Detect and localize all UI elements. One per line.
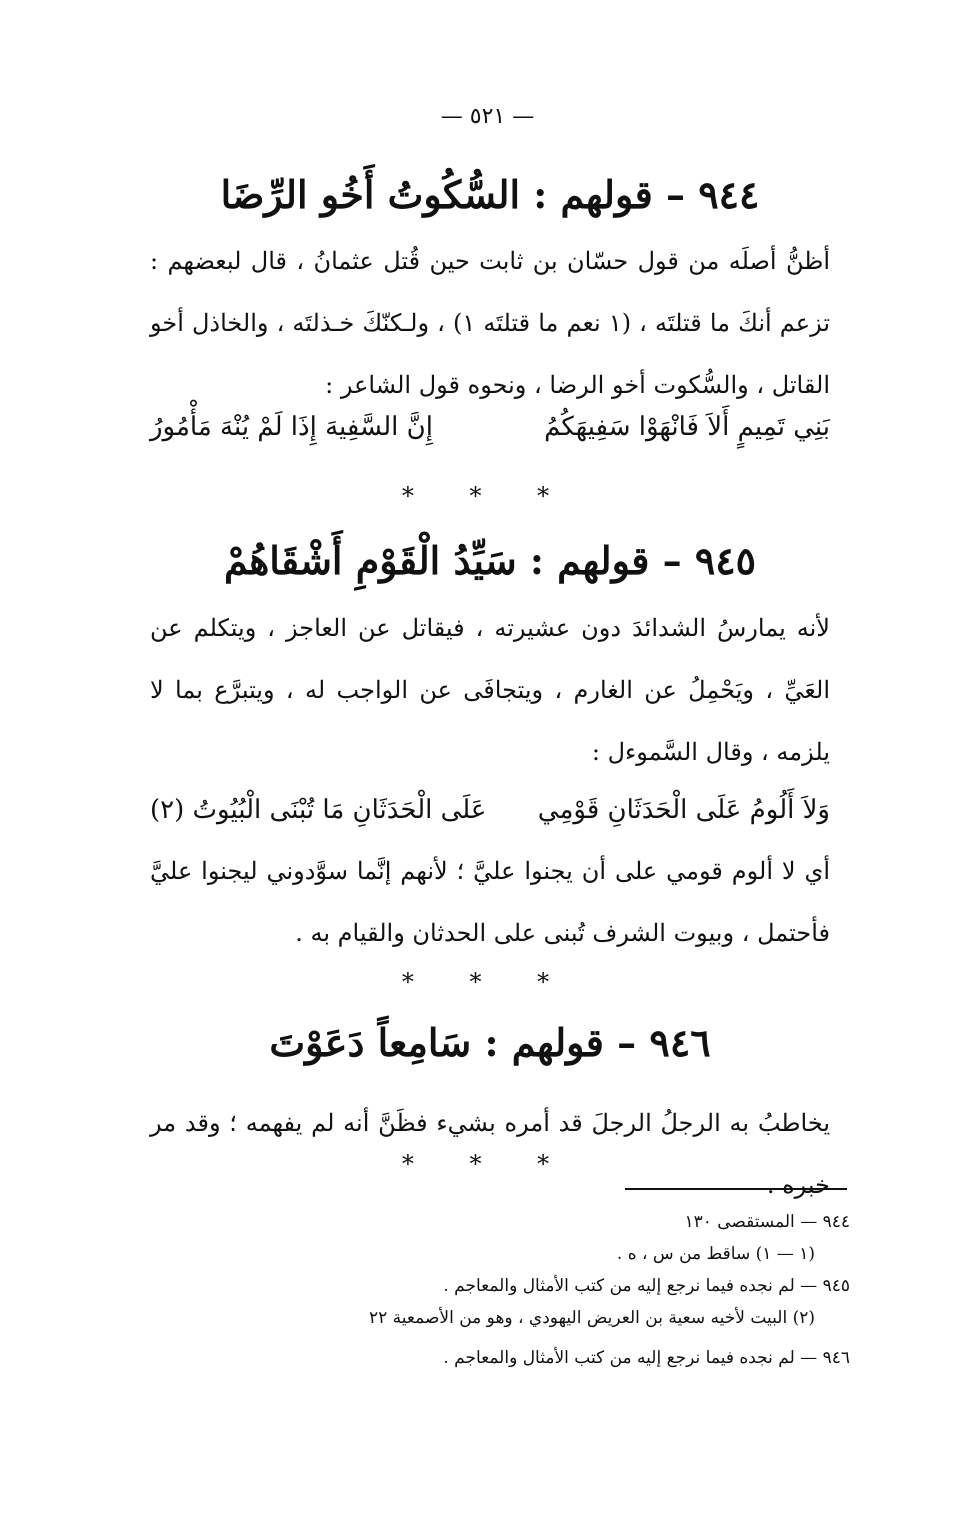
section-explanation-945: أي لا ألوم قومي على أن يجنوا عليَّ ؛ لأنهم إنَّما سوَّدوني ليجنوا عليَّ فأحتمل ، وبيوت الشرف تُبنى على الحدثان والقيام به . xyxy=(150,857,830,947)
verse-left-hemistich: عَلَى الْحَدَثَانِ مَا تُبْنَى الْبُيُوتُ (٢) xyxy=(150,795,487,825)
footnote-944: ٩٤٤ — المستقصى ١٣٠ xyxy=(684,1212,850,1232)
section-paragraph-945: لأنه يمارسُ الشدائدَ دون عشيرته ، فيقاتل عن العاجز ، ويتكلم عن العَيِّ ، ويَحْمِلُ عن الغارم ، ويتجافَى عن الواجب له ، ويتبرَّع بما لا يلزمه ، وقال السَّموءل : xyxy=(150,614,830,766)
footnote-1: (١ — ١) ساقط من س ، ه . xyxy=(616,1244,815,1264)
section-paragraph-946: يخاطبُ به الرجلُ الرجلَ قد أمره بشيء فظَنَّ أنه لم يفهمه ؛ وقد مر خبره . xyxy=(150,1109,830,1199)
section-heading-945: ٩٤٥ – قولهم : سَيِّدُ الْقَوْمِ أَشْقَاهُمْ xyxy=(223,538,757,583)
section-separator: * * * xyxy=(401,1150,574,1178)
verse-left-hemistich: إِنَّ السَّفِيهَ إِذَا لَمْ يُنْهَ مَأْمُورُ xyxy=(150,412,433,442)
verse-right-hemistich: وَلاَ أَلُومُ عَلَى الْحَدَثَانِ قَوْمِي xyxy=(537,795,830,825)
verse-right-hemistich: بَنِي تَمِيمٍ أَلاَ فَانْهَوْا سَفِيهَكُمُ xyxy=(544,412,830,442)
footnote-2: (٢) البيت لأخيه سعية بن العريض اليهودي ، وهو من الأصمعية ٢٢ xyxy=(369,1308,815,1328)
section-separator: * * * xyxy=(401,968,574,996)
section-heading-946: ٩٤٦ – قولهم : سَامِعاً دَعَوْتَ xyxy=(269,1020,711,1065)
page-number: — ٥٢١ — xyxy=(440,104,535,129)
footnote-946: ٩٤٦ — لم نجده فيما نرجع إليه من كتب الأمثال والمعاجم . xyxy=(443,1348,850,1368)
verse-944 xyxy=(150,412,830,442)
footnote-rule xyxy=(625,1188,847,1190)
section-heading-944: ٩٤٤ – قولهم : السُّكُوتُ أَخُو الرِّضَا xyxy=(220,172,760,217)
footnote-945: ٩٤٥ — لم نجده فيما نرجع إليه من كتب الأمثال والمعاجم . xyxy=(443,1276,850,1296)
section-separator: * * * xyxy=(401,482,574,510)
verse-945 xyxy=(150,795,830,825)
section-paragraph-944: أظنُّ أصلَه من قول حسّان بن ثابت حين قُتل عثمانُ ، قال لبعضهم : تزعم أنكَ ما قتلتَه ، (١ نعم ما قتلتَه ١) ، ولـكنّكَ خـذلتَه ، والخاذل أخو القاتل ، والسُّكوت أخو الرضا ، ونحوه قول الشاعر : xyxy=(150,247,831,399)
